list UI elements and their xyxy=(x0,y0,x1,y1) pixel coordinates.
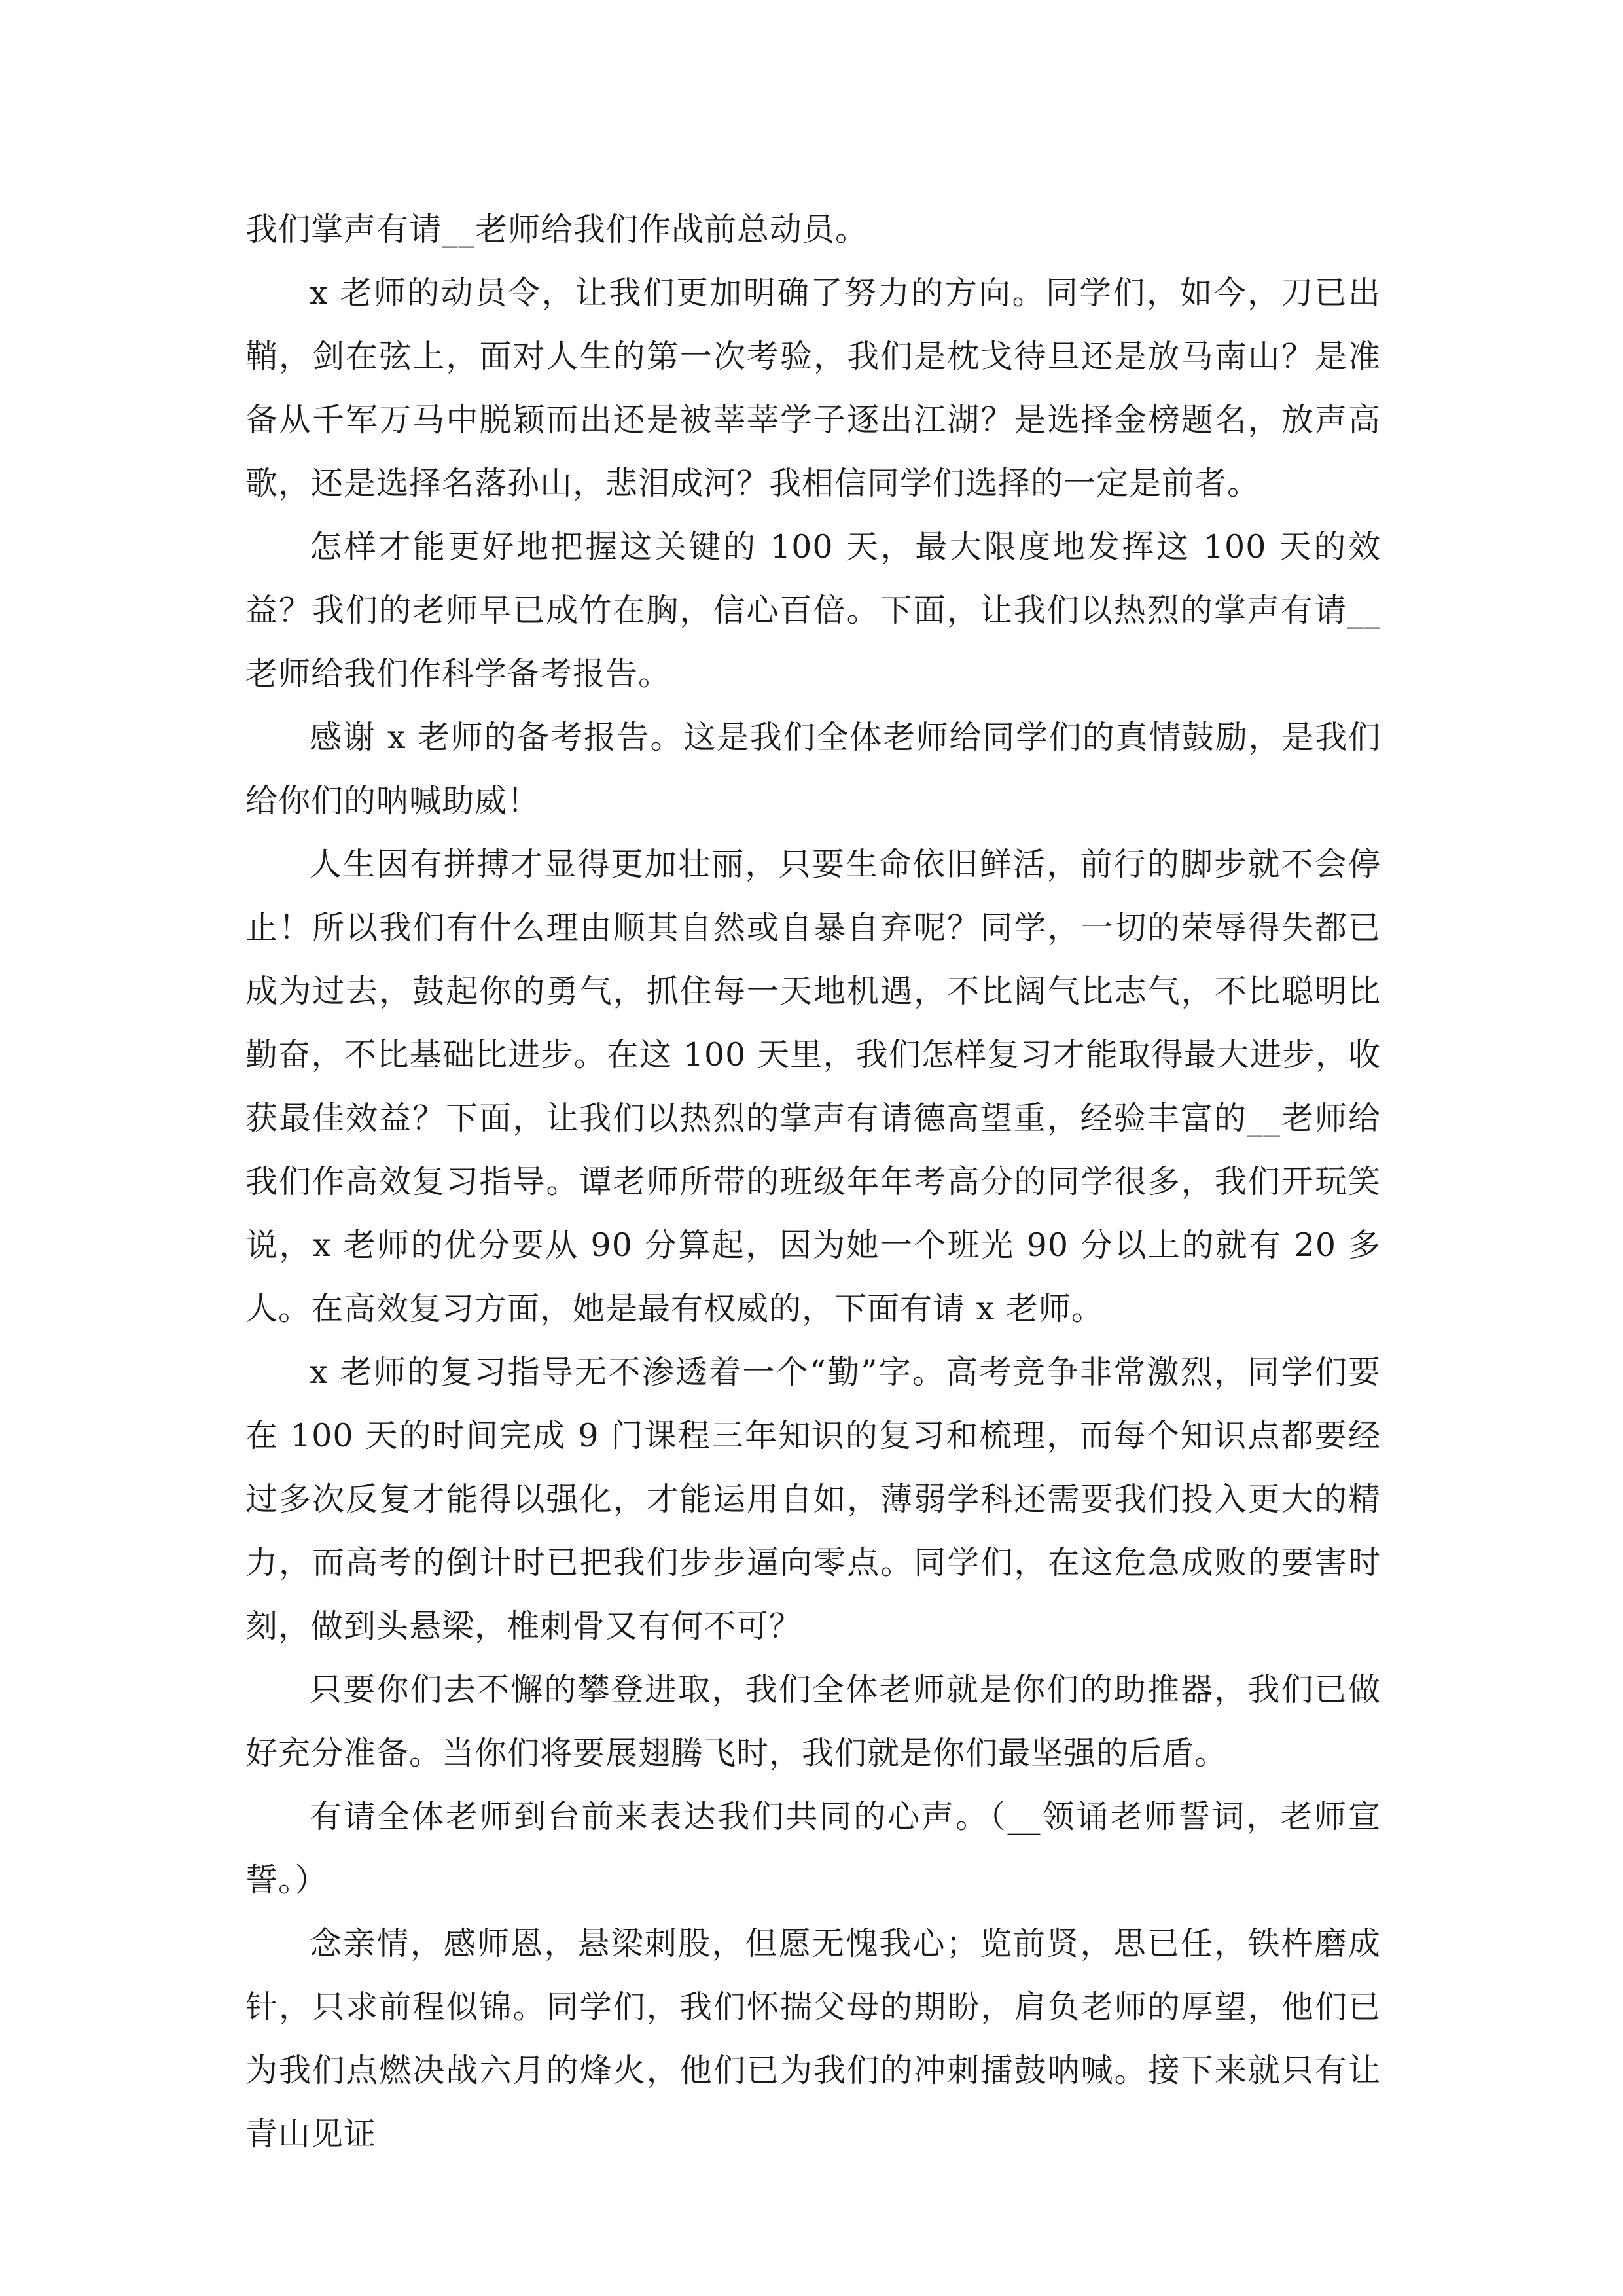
paragraph-1: 我们掌声有请__老师给我们作战前总动员。 xyxy=(245,211,868,248)
paragraph-7: 只要你们去不懈的攀登进取，我们全体老师就是你们的助推器，我们已做好充分准备。当你们将要展翅腾飞时，我们就是你们最坚强的后盾。 xyxy=(245,1671,1381,1772)
paragraph-8: 有请全体老师到台前来表达我们共同的心声。（__领诵老师誓词，老师宣誓。） xyxy=(245,1798,1381,1899)
paragraph-9: 念亲情，感师恩，悬梁刺股，但愿无愧我心；览前贤，思已任，铁杵磨成针，只求前程似锦。同学们，我们怀揣父母的期盼，肩负老师的厚望，他们已为我们点燃决战六月的烽火，他们已为我们的冲刺擂鼓呐喊。接下来就只有让青山见证 xyxy=(245,1925,1381,2153)
body-text xyxy=(245,198,1381,2166)
paragraph-5: 人生因有拼搏才显得更加壮丽，只要生命依旧鲜活，前行的脚步就不会停止！所以我们有什么理由顺其自然或自暴自弃呢？同学，一切的荣辱得失都已成为过去，鼓起你的勇气，抓住每一天地机遇，不比阔气比志气，不比聪明比勤奋，不比基础比进步。在这 100 天里，我们怎样复习才能取得最大进步，收获最佳效益？下面，让我们以热烈的掌声有请德高望重，经验丰富的__老师给我们作高效复习指导。谭老师所带的班级年年考高分的同学很多，我们开玩笑说，x 老师的优分要从 90 分算起，因为她一个班光 90 分以上的就有 20 多人。在高效复习方面，她是最有权威的，下面有请 x 老师。 xyxy=(245,846,1381,1327)
paragraph-2: x 老师的动员令，让我们更加明确了努力的方向。同学们，如今，刀已出鞘，剑在弦上，面对人生的第一次考验，我们是枕戈待旦还是放马南山？是准备从千军万马中脱颖而出还是被莘莘学子逐出江湖？是选择金榜题名，放声高歌，还是选择名落孙山，悲泪成河？我相信同学们选择的一定是前者。 xyxy=(245,274,1381,502)
paragraph-6: x 老师的复习指导无不渗透着一个“勤”字。高考竞争非常激烈，同学们要在 100 天的时间完成 9 门课程三年知识的复习和梳理，而每个知识点都要经过多次反复才能得以强化，才能运用自如，薄弱学科还需要我们投入更大的精力，而高考的倒计时已把我们步步逼向零点。同学们，在这危急成败的要害时刻，做到头悬梁，椎刺骨又有何不可？ xyxy=(245,1354,1381,1645)
paragraph-3: 怎样才能更好地把握这关键的 100 天，最大限度地发挥这 100 天的效益？我们的老师早已成竹在胸，信心百倍。下面，让我们以热烈的掌声有请__老师给我们作科学备考报告。 xyxy=(245,528,1381,692)
paragraph-4: 感谢 x 老师的备考报告。这是我们全体老师给同学们的真情鼓励，是我们给你们的呐喊助威！ xyxy=(245,719,1381,819)
